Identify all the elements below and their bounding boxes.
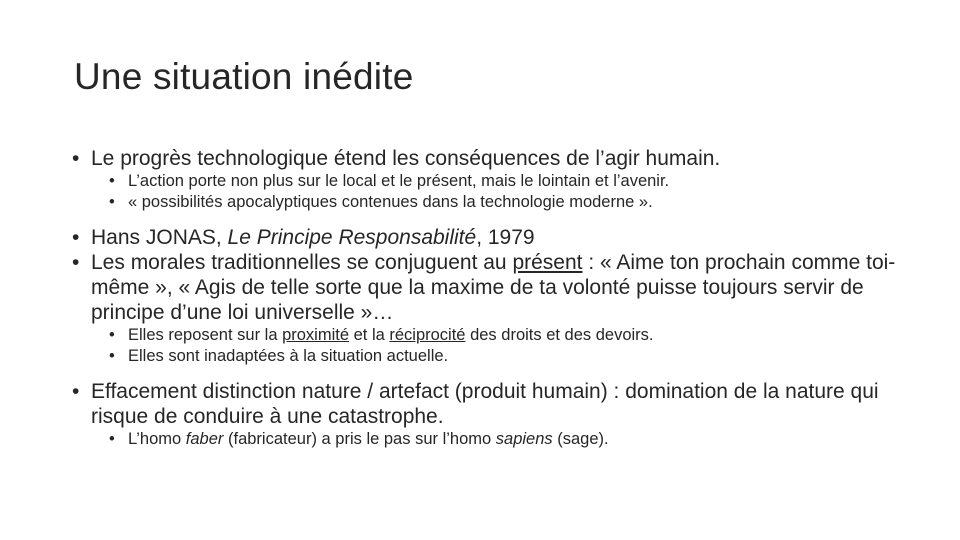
slide-content (72, 146, 912, 450)
bullet-hans-jonas (72, 225, 912, 250)
sub-bullet-proximity (72, 325, 912, 346)
sub-bullet-text-pre: L’homo (128, 430, 186, 448)
bullet-icon: • (72, 147, 80, 170)
sub-bullet-action (72, 171, 912, 192)
bullet-text-pre: Les morales traditionnelles se conjuguent au (91, 251, 513, 274)
bullet-icon: • (109, 193, 115, 211)
bullet-text-pre: Hans JONAS, (91, 226, 228, 249)
bullet-technological-progress (72, 146, 912, 171)
bullet-icon: • (72, 226, 80, 249)
bullet-icon: • (72, 251, 80, 274)
bullet-icon: • (109, 430, 115, 448)
bullet-nature-artefact (72, 379, 912, 429)
slide-title: Une situation inédite (74, 56, 414, 97)
bullet-icon: • (109, 172, 115, 190)
bullet-text: Le progrès technologique étend les conséquences de l’agir humain. (91, 147, 721, 170)
sub-bullet-text: « possibilités apocalyptiques contenues dans la technologie moderne ». (128, 193, 653, 211)
bullet-text: Effacement distinction nature / artefact (produit humain) : domination de la nature qui risque de conduire à une catastrophe. (91, 380, 879, 428)
sub-bullet-text-pre: Elles reposent sur la (128, 326, 283, 344)
sub-bullet-text-mid: (fabricateur) a pris le pas sur l’homo (223, 430, 496, 448)
sub-bullet-text-post: des droits et des devoirs. (465, 326, 654, 344)
underlined-proximity: proximité (282, 326, 350, 344)
sub-bullet-text: L’action porte non plus sur le local et le présent, mais le lointain et l’avenir. (128, 172, 670, 190)
underlined-reciprocity: réciprocité (389, 326, 466, 344)
bullet-text-post: : « Aime ton prochain comme toi-même », « Agis de telle sorte que la maxime de ta volonté puisse toujours servir de principe d’une loi universelle »… (91, 251, 896, 324)
sub-bullet-text-post: (sage). (552, 430, 609, 448)
book-title: Le Principe Responsabilité (227, 226, 477, 249)
bullet-icon: • (109, 347, 115, 365)
bullet-icon: • (109, 326, 115, 344)
sub-bullet-apocalyptic (72, 192, 912, 213)
italic-sapiens: sapiens (495, 430, 553, 448)
underlined-present: présent (512, 251, 583, 274)
sub-bullet-inadequate (72, 346, 912, 367)
bullet-icon: • (72, 380, 80, 403)
sub-bullet-homo-faber (72, 429, 912, 450)
sub-bullet-text: Elles sont inadaptées à la situation actuelle. (128, 347, 449, 365)
italic-faber: faber (185, 430, 224, 448)
bullet-text-post: , 1979 (476, 226, 535, 249)
sub-bullet-text-mid: et la (349, 326, 390, 344)
bullet-traditional-morals (72, 250, 912, 325)
